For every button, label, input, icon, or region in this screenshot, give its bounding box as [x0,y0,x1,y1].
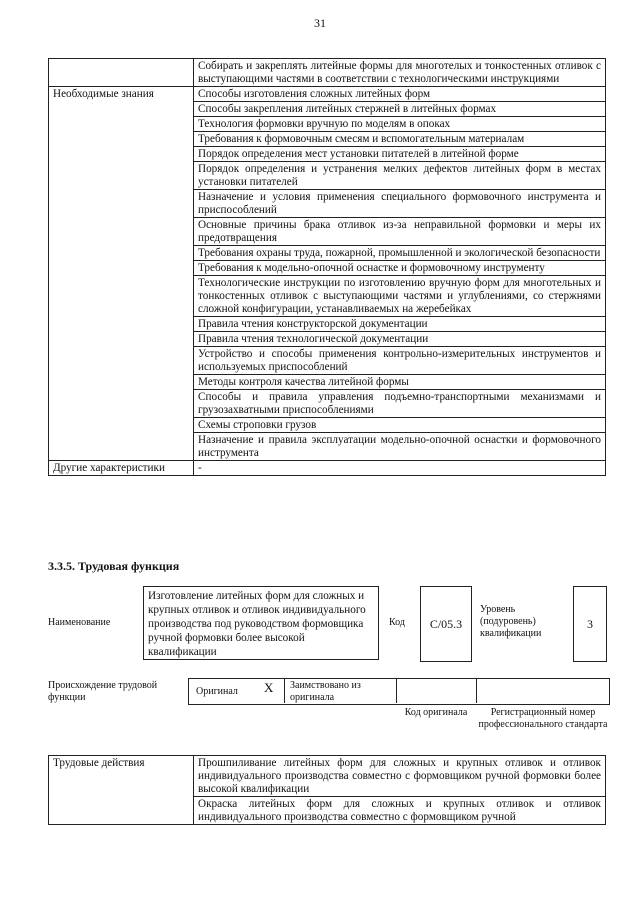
section-title: 3.3.5. Трудовая функция [48,559,180,573]
knowledge-item: Требования к формовочным смесям и вспомогательным материалам [194,132,606,147]
function-name-value: Изготовление литейных форм для сложных и крупных отливок и отливок индивидуального производства под руководством формовщика ручной формовки более высокой квалификации [143,586,379,660]
function-level-value: 3 [573,586,607,662]
table-row [49,87,606,102]
knowledge-label: Необходимые знания [49,87,194,461]
knowledge-item: Требования охраны труда, пожарной, промышленной и экологической безопасности [194,246,606,261]
name-label: Наименование [48,617,111,628]
page-number: 31 [314,16,326,30]
knowledge-item: Способы и правила управления подъемно-транспортными механизмами и грузозахватными приспособлениями [194,390,606,418]
knowledge-item: Назначение и правила эксплуатации модельно-опочной оснастки и формовочного инструмента [194,433,606,461]
knowledge-item: Методы контроля качества литейной формы [194,375,606,390]
level-label: Уровень (подуровень) квалификации [480,604,542,639]
function-code-value: С/05.3 [420,586,472,662]
action-item: Окраска литейных форм для сложных и крупных отливок и отливок индивидуального производства совместно с формовщиком ручной [194,797,606,825]
reg-caption: Регистрационный номер профессионального стандарта [478,707,608,730]
knowledge-item: Способы изготовления сложных литейных форм [194,87,606,102]
knowledge-item: Требования к модельно-опочной оснастке и формовочному инструменту [194,261,606,276]
knowledge-item: Назначение и условия применения специального формовочного инструмента и приспособлений [194,190,606,218]
other-label: Другие характеристики [49,461,194,476]
knowledge-item: Технология формовки вручную по моделям в опоках [194,117,606,132]
knowledge-item: Способы закрепления литейных стержней в литейных формах [194,102,606,117]
divider [396,678,397,703]
knowledge-item: Схемы строповки грузов [194,418,606,433]
knowledge-item: Технологические инструкции по изготовлению вручную форм для многотельных и тонкостенных отливок с выступающими частями и углублениями, со стержнями сложной конфигурации, устанавливаемых на жеребейках [194,276,606,317]
borrowed-label: Заимствовано из оригинала [290,680,361,703]
action-item: Прошпиливание литейных форм для сложных и крупных отливок и отливок индивидуального производства совместно с формовщиком ручной формовки более высокой квалификации [194,756,606,797]
skills-continuation: Собирать и закреплять литейные формы для многотелых и тонкостенных отливок с выступающими частями в соответствии с технологическими инструкциями [194,59,606,87]
original-mark: X [264,680,274,695]
knowledge-table [48,58,606,476]
actions-label: Трудовые действия [49,756,194,825]
knowledge-item: Порядок определения и устранения мелких дефектов литейных форм в местах установки питателей [194,162,606,190]
divider [284,678,285,703]
other-value: - [194,461,606,476]
table-row [49,59,606,87]
actions-table [48,755,606,825]
code-label: Код [389,617,405,628]
code-caption: Код оригинала [404,707,468,718]
knowledge-item: Правила чтения конструкторской документации [194,317,606,332]
origin-box [188,678,610,705]
table-row [49,461,606,476]
knowledge-item: Порядок определения мест установки питателей в литейной форме [194,147,606,162]
knowledge-item: Правила чтения технологической документации [194,332,606,347]
original-label: Оригинал [196,686,238,697]
knowledge-item: Основные причины брака отливок из-за неправильной формовки и меры их предотвращения [194,218,606,246]
divider [476,678,477,703]
origin-label: Происхождение трудовой функции [48,680,158,703]
empty-label-cell [49,59,194,87]
knowledge-item: Устройство и способы применения контрольно-измерительных инструментов и используемых приспособлений [194,347,606,375]
table-row [49,756,606,797]
